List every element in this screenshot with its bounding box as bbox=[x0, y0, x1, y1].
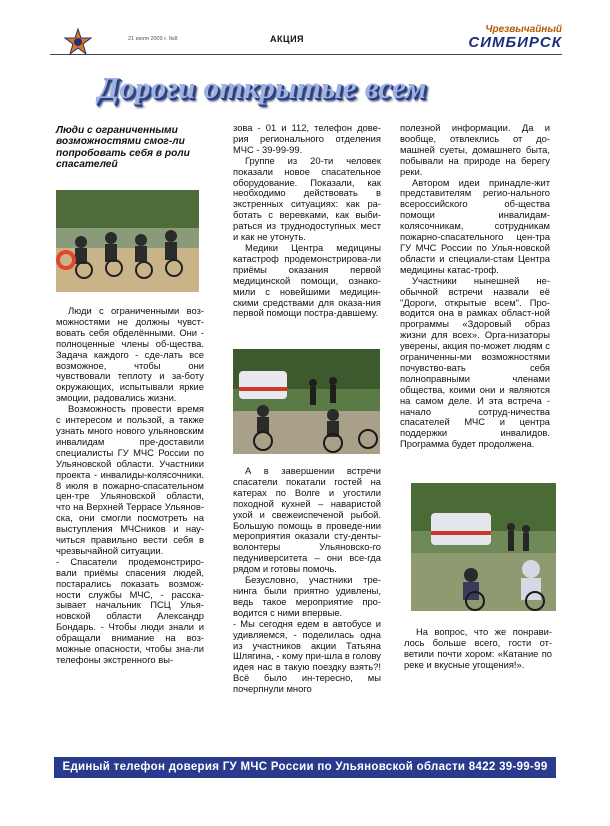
paragraph: Группе из 20-ти человек показали новое спасательное оборудование. Показали, как необходимо действовать в экстренных ситуациях: как ра-ботать с веревками, как выби-раться из труднодоступных мест и как не утонуть. bbox=[233, 154, 381, 243]
paragraph: Автором идеи принадле-жит представителям регио-нального всероссийского об-щества помощи инвалидам-колясочникам, сотрудникам пожарно-спасательного цен-тра ГУ МЧС России по Улья-новской области и специали-стам Центра медицины катас-троф. bbox=[400, 176, 550, 275]
page-header bbox=[50, 22, 562, 58]
article-lead: Люди с ограниченными возможностями смог-ли попробовать себя в роли спасателей bbox=[56, 125, 190, 171]
photo-participants-outdoors bbox=[411, 483, 556, 611]
article-headline: Дороги открытые всем bbox=[98, 70, 427, 105]
footer-hotline-banner: Единый телефон доверия ГУ МЧС России по Ульяновской области 8422 39-99-99 bbox=[54, 757, 556, 778]
newspaper-logo bbox=[468, 24, 562, 50]
paragraph: зова - 01 и 112, телефон дове-рия регионального отделения МЧС - 39-99-99. bbox=[233, 122, 381, 155]
photo-wheelchair-group bbox=[56, 190, 199, 292]
paragraph: Участники нынешней не-обычной встречи назвали её "Дороги, открытые всем". Про-водится она в рамках област-ной программы «Здоровый образ жизни для всех». Орга-низаторы уверены, акция по-может людям с ограниченны-ми возможностями почувство-вать себя полноправными членами общества, коими они и являются на самом деле. И эта встреча - начало сотруд-ничества спасателей МЧС и центра поддержки инвалидов. Программа будет продолжена. bbox=[400, 274, 550, 450]
header-rule bbox=[50, 54, 562, 55]
paragraph: полезной информации. Да и вообще, отвлеклись от до-машней суеты, домашнего быта, побывали на природе на берегу реки. bbox=[400, 122, 550, 177]
section-title: АКЦИЯ bbox=[270, 34, 305, 44]
logo-line1: Чрезвычайный bbox=[485, 24, 562, 35]
article-column-3-continued bbox=[404, 627, 552, 671]
mchs-star-emblem-icon bbox=[64, 28, 92, 56]
article-column-1 bbox=[56, 306, 204, 666]
article-column-3 bbox=[400, 123, 550, 450]
paragraph: А в завершении встречи спасатели покатали гостей на катерах по Волге и угостили походной кухней – наваристой ухой и свежеиспеченой рыбой. Большую помощь в проведе-нии мероприятия оказали сту-денты-волонтеры Ульяновско-го педуниверситета – они все-гда рядом и готовы помочь. bbox=[233, 465, 381, 575]
article-column-2 bbox=[233, 123, 381, 319]
paragraph: Люди с ограниченными воз-можностями не должны чувст-вовать себя обделёнными. Они - полноценные члены об-щества. Задача каждого - сде-лать все возможное, чтобы они чувствовали теплоту и за-боту окружающих, испытывали яркие эмоции, радовались жизни. bbox=[56, 305, 204, 404]
logo-line2: СИМБИРСК bbox=[468, 34, 562, 51]
article-column-2-continued bbox=[233, 466, 381, 695]
paragraph: Медики Центра медицины катастроф продемонстрирова-ли приёмы оказания первой медицинской помощи, ознако-мили с новейшими медицин-скими средствами для оказа-ния первой помощи постра-давшему. bbox=[233, 241, 381, 319]
paragraph: Безусловно, участники тре-нинга были приятно удивлены, ведь такое мероприятие про-водится с ними впервые. bbox=[233, 574, 381, 618]
paragraph: - Спасатели продемонстриро-вали приёмы спасения людей, постарались показать возмож-ности службы МЧС, - расска-зывает начальник ПСЦ Улья-новской области Александр Бондарь. - Чтобы люди знали и обращали внимание на воз-можные опасности, чтобы зна-ли телефоны экстренного вы- bbox=[56, 555, 204, 665]
issue-date: 21 июля 2009 г. №8 bbox=[128, 36, 178, 42]
photo-rescue-vehicle bbox=[233, 349, 380, 454]
paragraph: Возможность провести время с интересом и пользой, а также узнать много нового ульяновским инвалидам пре-доставили специалисты ГУ МЧС России по Ульяновской области. Участники проекта - инвалиды-колясочники. 8 июля в пожарно-спасательном цен-тре Ульяновской области, что на Верхней Террасе Ульянов-ска, они смогли посмотреть на выступления МЧСников и нау-читься правильно вести себя в чрезвычайной ситуации. bbox=[56, 403, 204, 556]
paragraph: - Мы сегодня едем в автобусе и удивляемся, - поделилась одна из участников акции Татьяна Шлягина, - кому при-шла в голову идея нас в такую поездку взять?! Всё было ин-тересно, мы почерпнули много bbox=[233, 617, 381, 695]
paragraph: На вопрос, что же понрави-лось больше всего, гости от-ветили почти хором: «Катание по реке и вкусные угощения!». bbox=[404, 626, 552, 670]
